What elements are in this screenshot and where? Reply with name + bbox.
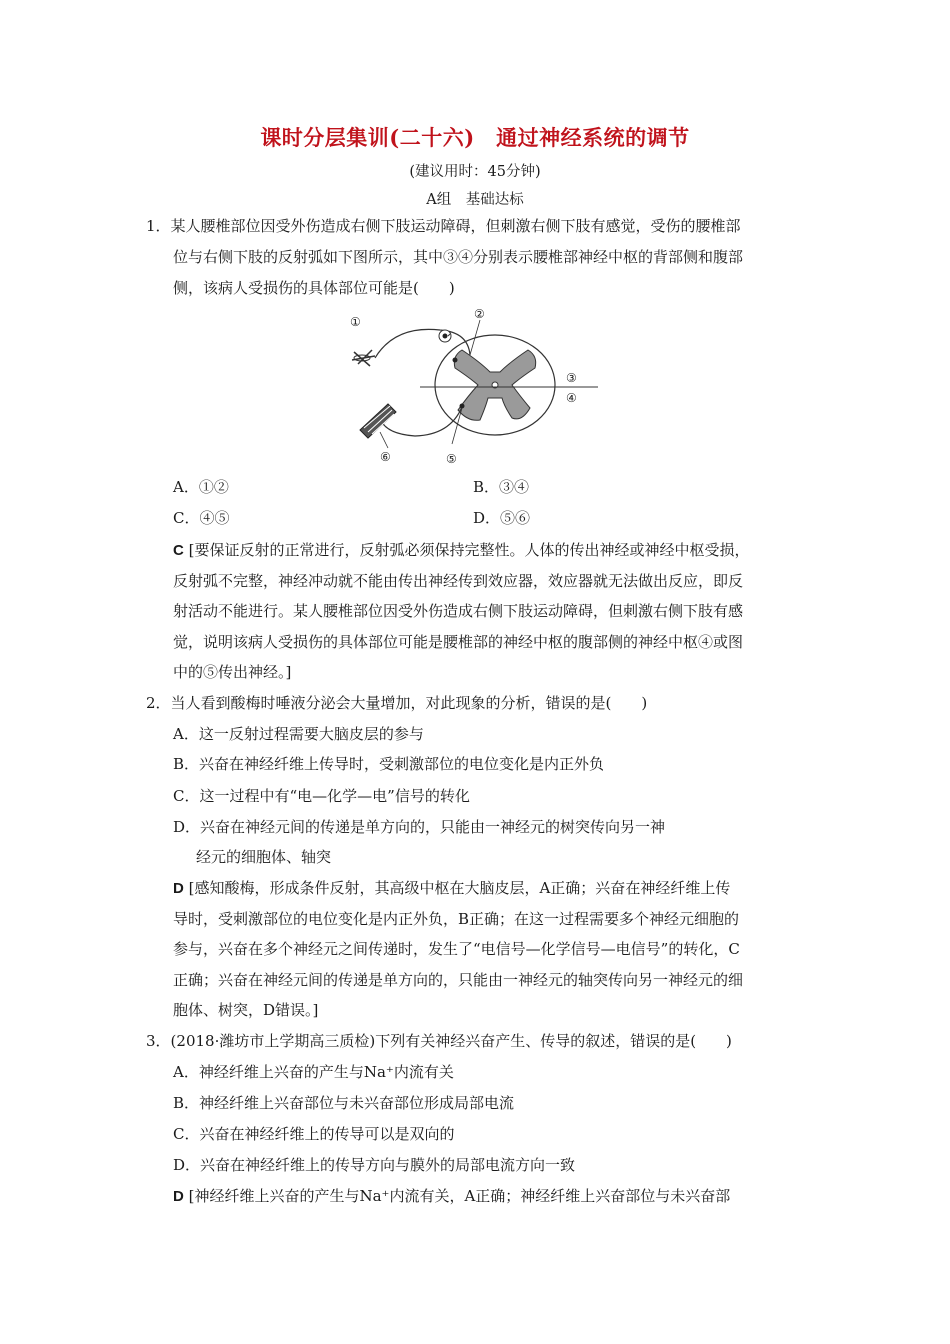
label-4: ④ bbox=[566, 391, 577, 405]
q3-explanation: [神经纤维上兴奋的产生与Na⁺内流有关，A正确；神经纤维上兴奋部位与未兴奋部 bbox=[188, 1187, 731, 1205]
q2-answer-line bbox=[173, 878, 730, 899]
q3-option-d: D．兴奋在神经纤维上的传导方向与膜外的局部电流方向一致 bbox=[173, 1156, 576, 1174]
label-2: ② bbox=[474, 307, 485, 321]
q2-stem: 2．当人看到酸梅时唾液分泌会大量增加，对此现象的分析，错误的是( ) bbox=[146, 694, 648, 712]
q2-option-d: D．兴奋在神经元间的传递是单方向的，只能由一神经元的树突传向另一神 bbox=[173, 818, 666, 836]
q1-explanation-line: 反射弧不完整，神经冲动就不能由传出神经传到效应器，效应器就无法做出反应，即反 bbox=[173, 572, 744, 590]
effector-muscle-icon bbox=[360, 404, 396, 438]
q2-explanation-line: 导时，受刺激部位的电位变化是内正外负，B正确；在这一过程需要多个神经元细胞的 bbox=[173, 910, 740, 928]
q1-option-a: A．①② bbox=[173, 478, 229, 496]
q3-stem: 3．(2018·潍坊市上学期高三质检)下列有关神经兴奋产生、传导的叙述，错误的是( ) bbox=[146, 1032, 732, 1050]
q2-answer: D bbox=[173, 880, 184, 897]
q2-option-d-cont: 经元的细胞体、轴突 bbox=[196, 848, 332, 866]
ganglion-body bbox=[443, 334, 448, 339]
q3-option-b: B．神经纤维上兴奋部位与未兴奋部位形成局部电流 bbox=[173, 1094, 515, 1112]
q3-option-c: C．兴奋在神经纤维上的传导可以是双向的 bbox=[173, 1125, 455, 1143]
q2-option-b: B．兴奋在神经纤维上传导时，受刺激部位的电位变化是内正外负 bbox=[173, 755, 605, 773]
q2-explanation: [感知酸梅，形成条件反射，其高级中枢在大脑皮层，A正确；兴奋在神经纤维上传 bbox=[188, 879, 731, 897]
q2-option-a: A．这一反射过程需要大脑皮层的参与 bbox=[173, 725, 424, 743]
q3-option-a: A．神经纤维上兴奋的产生与Na⁺内流有关 bbox=[173, 1063, 454, 1081]
q1-answer: C bbox=[173, 542, 184, 559]
label-5: ⑤ bbox=[446, 452, 457, 466]
q1-explanation-line: 射活动不能进行。某人腰椎部位因受外伤造成右侧下肢运动障碍，但刺激右侧下肢有感 bbox=[173, 602, 744, 620]
q2-explanation-line: 胞体、树突，D错误。] bbox=[173, 1001, 319, 1019]
q1-stem-line: 侧，该病人受损伤的具体部位可能是( ) bbox=[173, 279, 455, 297]
label-3: ③ bbox=[566, 371, 577, 385]
afferent-nerve bbox=[375, 329, 470, 358]
q2-explanation-line: 参与，兴奋在多个神经元之间传递时，发生了“电信号—化学信号—电信号”的转化，C bbox=[173, 940, 740, 958]
q1-stem-line: 1．某人腰椎部位因受外伤造成右侧下肢运动障碍，但刺激右侧下肢有感觉，受伤的腰椎部 bbox=[146, 217, 741, 235]
group-heading: A组 基础达标 bbox=[426, 192, 524, 208]
receptor-icon bbox=[352, 350, 375, 366]
page-title: 课时分层集训(二十六) 通过神经系统的调节 bbox=[260, 125, 690, 150]
time-suggestion: (建议用时：45分钟) bbox=[409, 164, 541, 180]
q3-answer: D bbox=[173, 1188, 184, 1205]
q2-explanation-line: 正确；兴奋在神经元间的传递是单方向的，只能由一神经元的轴突传向另一神经元的细 bbox=[173, 971, 744, 989]
reflex-arc-diagram bbox=[340, 300, 610, 470]
q1-option-d: D．⑤⑥ bbox=[473, 509, 531, 527]
q1-explanation: [要保证反射的正常进行，反射弧必须保持完整性。人体的传出神经或神经中枢受损， bbox=[188, 541, 750, 559]
q1-option-c: C．④⑤ bbox=[173, 509, 230, 527]
label-6: ⑥ bbox=[380, 450, 391, 464]
motor-neuron-body bbox=[460, 404, 465, 409]
q1-stem-line: 位与右侧下肢的反射弧如下图所示，其中③④分别表示腰椎部神经中枢的背部侧和腹部 bbox=[173, 248, 744, 266]
q1-answer-line bbox=[173, 540, 749, 561]
q1-explanation-line: 中的⑤传出神经。] bbox=[173, 663, 292, 681]
q3-answer-line bbox=[173, 1186, 730, 1207]
q1-option-b: B．③④ bbox=[473, 478, 530, 496]
q2-option-c: C．这一过程中有“电—化学—电”信号的转化 bbox=[173, 787, 470, 805]
label-1: ① bbox=[350, 315, 361, 329]
q1-explanation-line: 觉，说明该病人受损伤的具体部位可能是腰椎部的神经中枢的腹部侧的神经中枢④或图 bbox=[173, 633, 744, 651]
interneuron-body bbox=[453, 358, 458, 363]
